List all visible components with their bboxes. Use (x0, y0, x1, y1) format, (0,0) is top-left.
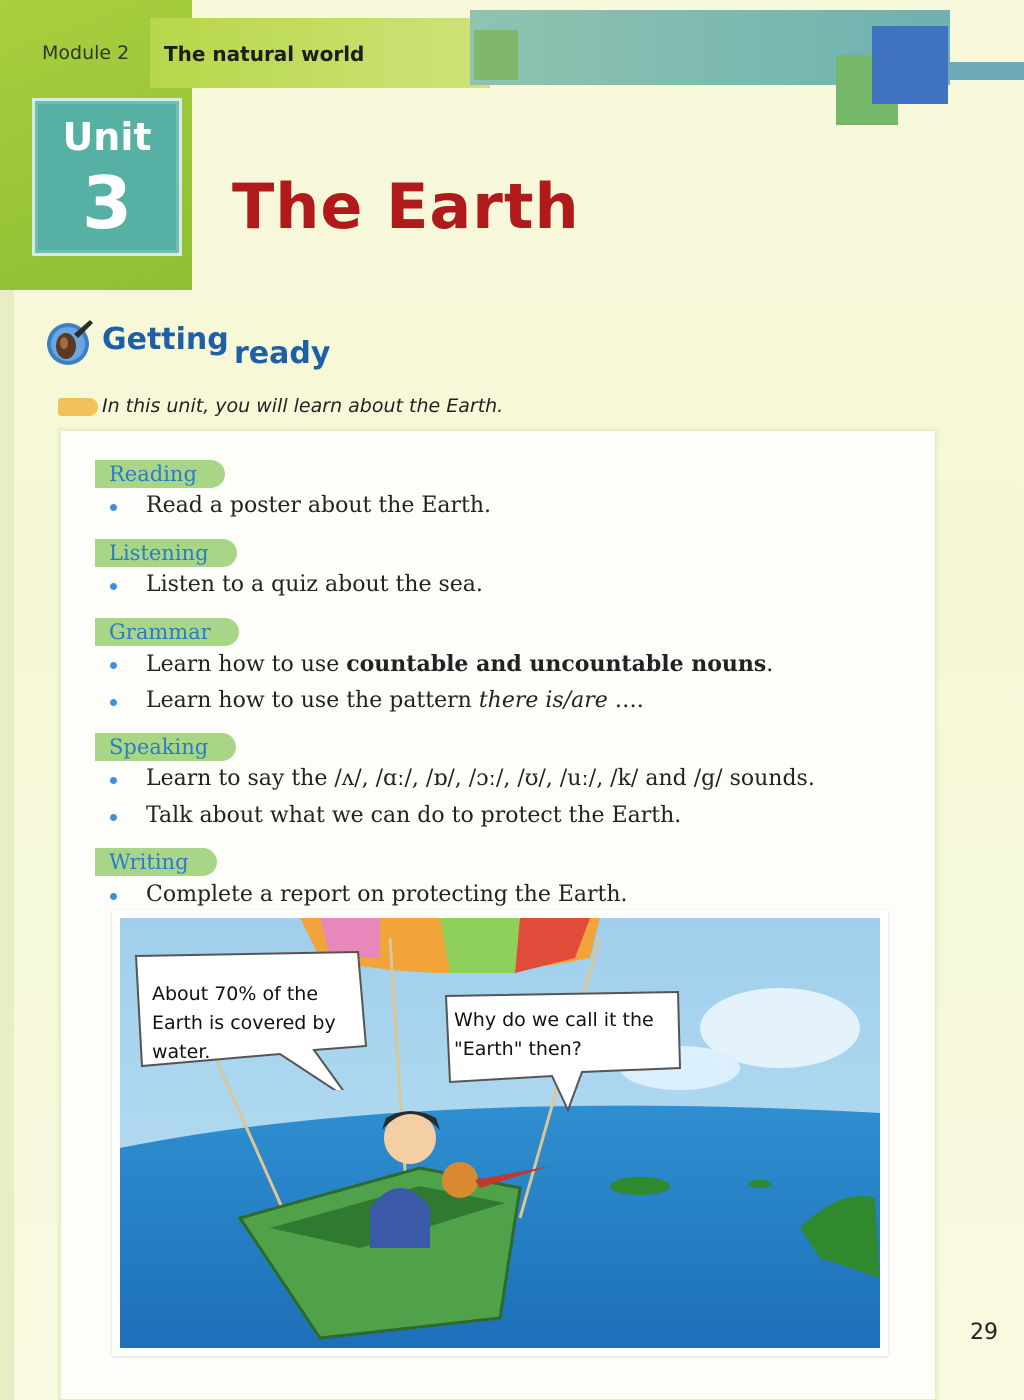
island (748, 1180, 772, 1188)
objective-item: Talk about what we can do to protect the Earth. (146, 803, 682, 828)
intro-text: In this unit, you will learn about the Earth. (102, 395, 504, 417)
category-writing: Writing (95, 848, 217, 876)
island (610, 1177, 670, 1195)
module-title: The natural world (164, 42, 365, 66)
unit-word: Unit (62, 115, 152, 159)
unit-number: 3 (81, 161, 133, 245)
unit-title: The Earth (232, 170, 580, 243)
bullet (110, 777, 117, 784)
balloon-illustration (112, 910, 888, 1356)
page-edge-strip (0, 280, 14, 1400)
intro-marker (58, 398, 98, 416)
speech-text-left: About 70% of the Earth is covered by water. (152, 983, 336, 1063)
category-reading: Reading (95, 460, 225, 488)
section-title-ready: ready (234, 336, 331, 371)
bullet (110, 662, 117, 669)
header-blue-square (872, 26, 948, 104)
category-speaking: Speaking (95, 733, 236, 761)
objective-item: Learn to say the /ʌ/, /ɑː/, /ɒ/, /ɔː/, /ʊ/, /uː/, /k/ and /g/ sounds. (146, 766, 815, 791)
bird (442, 1162, 478, 1198)
objective-item: Learn how to use the pattern there is/are …. (146, 688, 644, 713)
objective-item: Complete a report on protecting the Earth. (146, 882, 628, 907)
section-title-getting: Getting (102, 322, 229, 357)
balloon-stripe (440, 918, 520, 973)
bullet (110, 814, 117, 821)
page-number: 29 (970, 1320, 998, 1345)
header-small-square (474, 30, 518, 80)
bullet (110, 699, 117, 706)
category-grammar: Grammar (95, 618, 239, 646)
getting-ready-icon (44, 316, 96, 368)
objective-item: Listen to a quiz about the sea. (146, 572, 483, 597)
bullet (110, 504, 117, 511)
objective-item: Read a poster about the Earth. (146, 493, 492, 518)
unit-badge (32, 98, 182, 256)
bullet (110, 893, 117, 900)
bullet (110, 583, 117, 590)
speech-text-right: Why do we call it the "Earth" then? (454, 1009, 654, 1060)
category-listening: Listening (95, 539, 237, 567)
module-label: Module 2 (42, 42, 130, 64)
objective-item: Learn how to use countable and uncountable nouns. (146, 651, 774, 677)
